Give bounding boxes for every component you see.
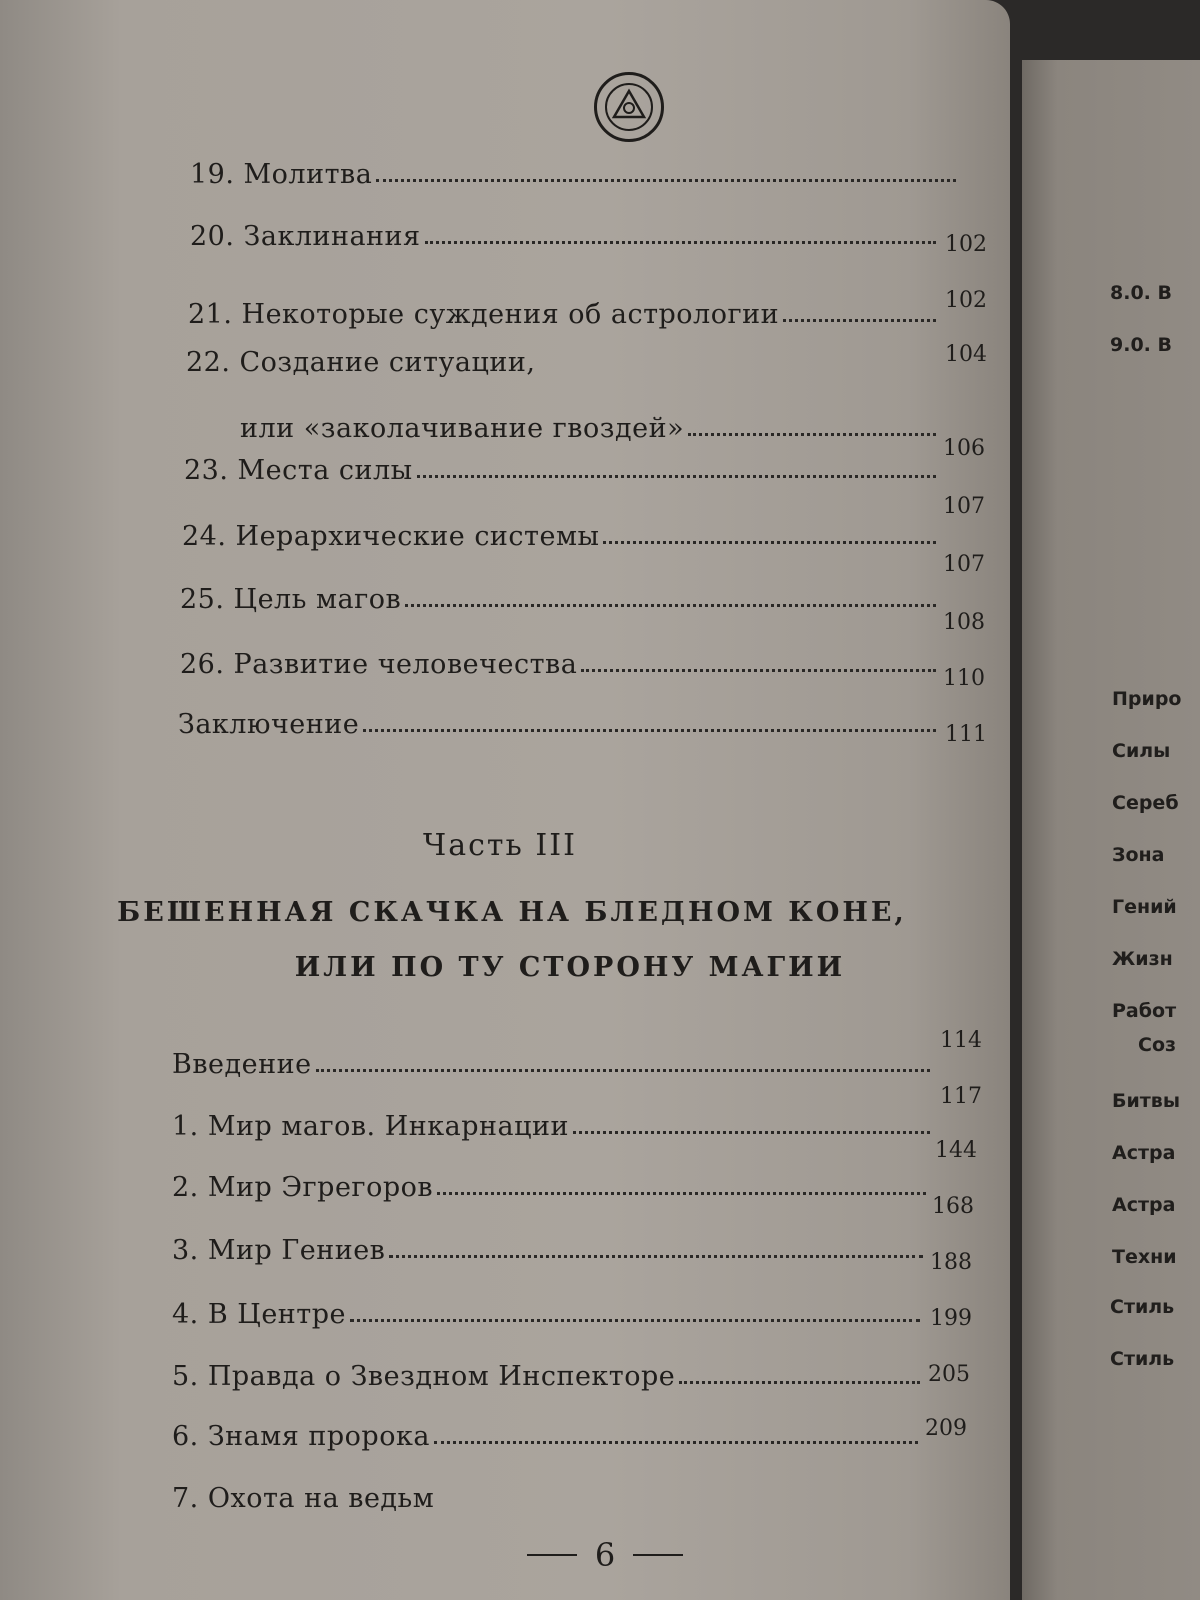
- toc3-entry-4: 4. В Центре: [172, 1290, 924, 1330]
- toc3-page-1: 117: [940, 1084, 982, 1109]
- toc3-page-5: 199: [930, 1306, 972, 1331]
- part-subtitle-line2: ИЛИ ПО ТУ СТОРОНУ МАГИИ: [294, 952, 846, 983]
- part-heading: Часть III: [423, 828, 577, 863]
- toc-page-25: 107: [943, 552, 985, 577]
- toc3-entry-5: 5. Правда о Звездном Инспекторе: [172, 1352, 924, 1392]
- toc-page-last: 111: [945, 722, 987, 747]
- right-page-item: Жизн: [1112, 948, 1173, 970]
- right-page-item: Стиль: [1110, 1296, 1175, 1318]
- toc3-entry-2: 2. Мир Эгрегоров: [172, 1163, 930, 1203]
- right-page-item: Гений: [1112, 896, 1177, 918]
- right-page-item: Работ: [1112, 1000, 1177, 1022]
- page-number: 6: [594, 1536, 616, 1574]
- toc3-entry-7: 7. Охота на ведьм: [172, 1483, 435, 1514]
- toc-page-conclusion: 110: [943, 666, 985, 691]
- right-page-item: Астра: [1112, 1194, 1176, 1216]
- toc-entry-25: 25. Цель магов: [180, 575, 940, 615]
- toc-page-21: 102: [945, 288, 987, 313]
- toc-page-22: 104: [945, 342, 987, 367]
- toc3-page-intro: 114: [940, 1028, 982, 1053]
- toc-entry-22-line2: или «заколачивание гвоздей»: [240, 404, 940, 444]
- toc-entry-23: 23. Места силы: [184, 446, 940, 486]
- part-subtitle-line1: БЕШЕННАЯ СКАЧКА НА БЛЕДНОМ КОНЕ,: [117, 897, 907, 928]
- toc-entry-19: 19. Молитва: [190, 150, 960, 190]
- right-page-item: 8.0. В: [1110, 282, 1172, 304]
- toc3-entry-3: 3. Мир Гениев: [172, 1226, 927, 1266]
- toc-entry-24: 24. Иерархические системы: [182, 512, 940, 552]
- toc3-entry-1: 1. Мир магов. Инкарнации: [172, 1102, 934, 1142]
- toc3-entry-intro: Введение: [172, 1040, 934, 1080]
- right-page-item: 9.0. В: [1110, 334, 1172, 356]
- right-page-item: Битвы: [1112, 1090, 1181, 1112]
- toc-entry-26: 26. Развитие человечества: [180, 640, 940, 680]
- toc-page-24: 107: [943, 494, 985, 519]
- toc-page-26: 108: [943, 610, 985, 635]
- right-page-item: Техни: [1112, 1246, 1177, 1268]
- right-page-item: Силы: [1112, 740, 1171, 762]
- page-footer: [505, 1535, 705, 1575]
- toc-entry-20: 20. Заклинания: [190, 212, 940, 252]
- right-page-item: Соз: [1138, 1034, 1177, 1056]
- right-page-item: Приро: [1112, 688, 1182, 710]
- right-page-item: Стиль: [1110, 1348, 1175, 1370]
- toc3-page-6: 205: [928, 1362, 970, 1387]
- toc3-page-4: 188: [930, 1250, 972, 1275]
- right-page-item: Астра: [1112, 1142, 1176, 1164]
- right-page-item: Сереб: [1112, 792, 1179, 814]
- toc-entry-22-line1: 22. Создание ситуации,: [186, 347, 536, 378]
- toc3-page-7: 209: [925, 1416, 967, 1441]
- emblem-seal-icon: [594, 72, 664, 142]
- toc3-page-3: 168: [932, 1194, 974, 1219]
- toc3-page-2: 144: [935, 1138, 977, 1163]
- toc3-entry-6: 6. Знамя пророка: [172, 1412, 922, 1452]
- toc-entry-21: 21. Некоторые суждения об астрологии: [188, 290, 940, 330]
- toc-page-20: 102: [945, 232, 987, 257]
- toc-page-23: 106: [943, 436, 985, 461]
- toc-entry-conclusion: Заключение: [178, 700, 940, 740]
- right-page-item: Зона: [1112, 844, 1165, 866]
